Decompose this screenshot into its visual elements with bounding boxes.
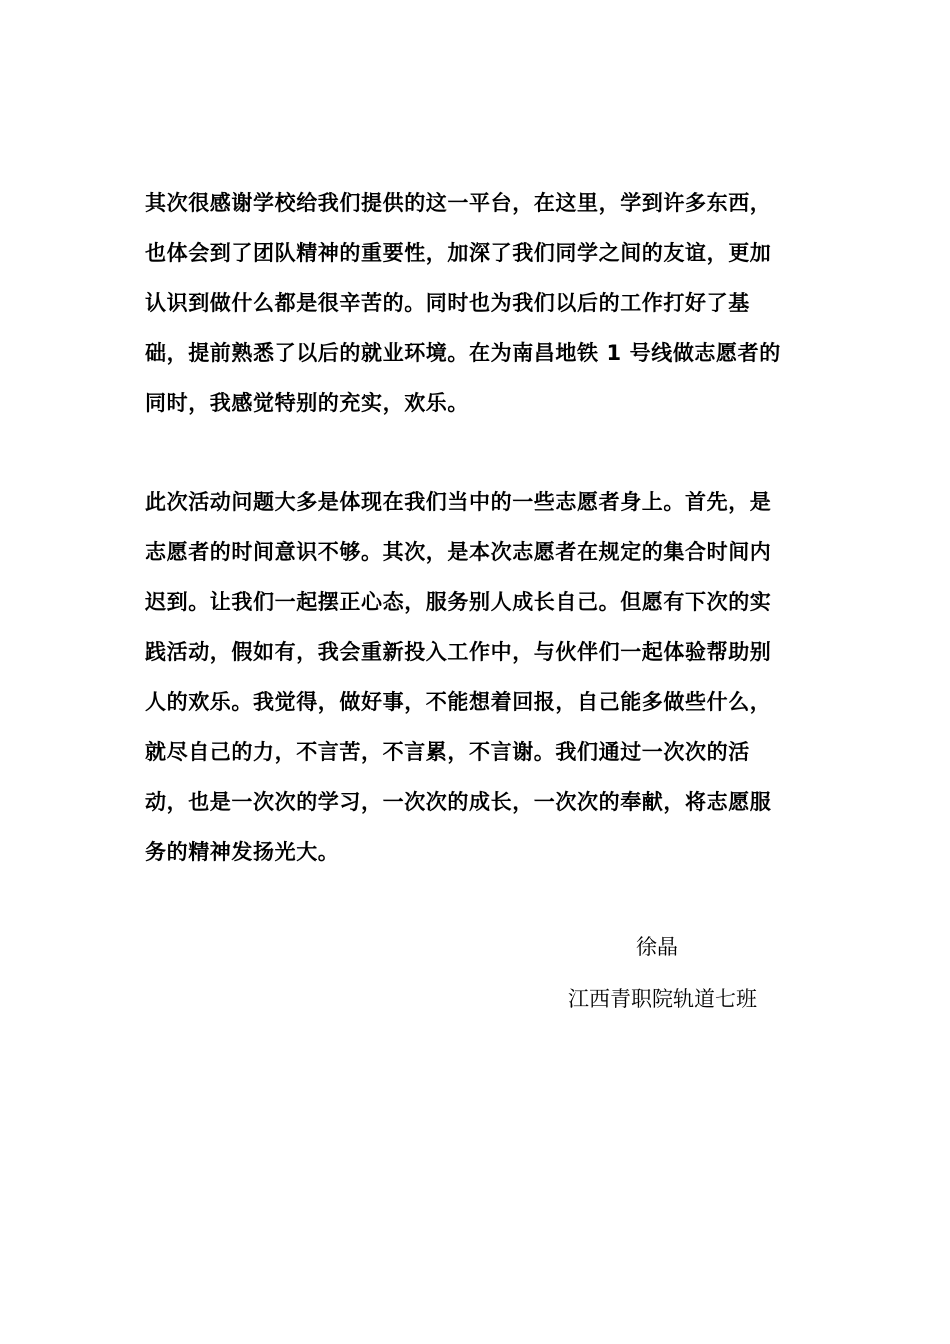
text-line: 认识到做什么都是很辛苦的。同时也为我们以后的工作打好了基 [145,291,750,315]
text-line: 人的欢乐。我觉得，做好事，不能想着回报，自己能多做些什么， [145,690,772,714]
text-line: 践活动，假如有，我会重新投入工作中，与伙伴们一起体验帮助别 [145,640,772,664]
paragraph-thanks [145,178,810,428]
signature-organization: 江西青职院轨道七班 [568,987,757,1011]
text-line: 志愿者的时间意识不够。其次，是本次志愿者在规定的集合时间内 [145,540,772,564]
text-line: 此次活动问题大多是体现在我们当中的一些志愿者身上。首先，是 [145,490,772,514]
text-line: 迟到。让我们一起摆正心态，服务别人成长自己。但愿有下次的实 [145,590,772,614]
text-line: 其次很感谢学校给我们提供的这一平台，在这里，学到许多东西， [145,191,772,215]
text-line: 也体会到了团队精神的重要性，加深了我们同学之间的友谊，更加 [145,241,772,265]
signature-name: 徐晶 [636,935,678,959]
text-line: 础，提前熟悉了以后的就业环境。在为南昌地铁 1 号线做志愿者的 [145,341,781,365]
text-line: 就尽自己的力，不言苦，不言累，不言谢。我们通过一次次的活 [145,740,750,764]
text-line: 动，也是一次次的学习，一次次的成长，一次次的奉献，将志愿服 [145,790,772,814]
text-line: 务的精神发扬光大。 [145,840,340,864]
text-line: 同时，我感觉特别的充实，欢乐。 [145,391,469,415]
paragraph-reflection [145,477,810,877]
